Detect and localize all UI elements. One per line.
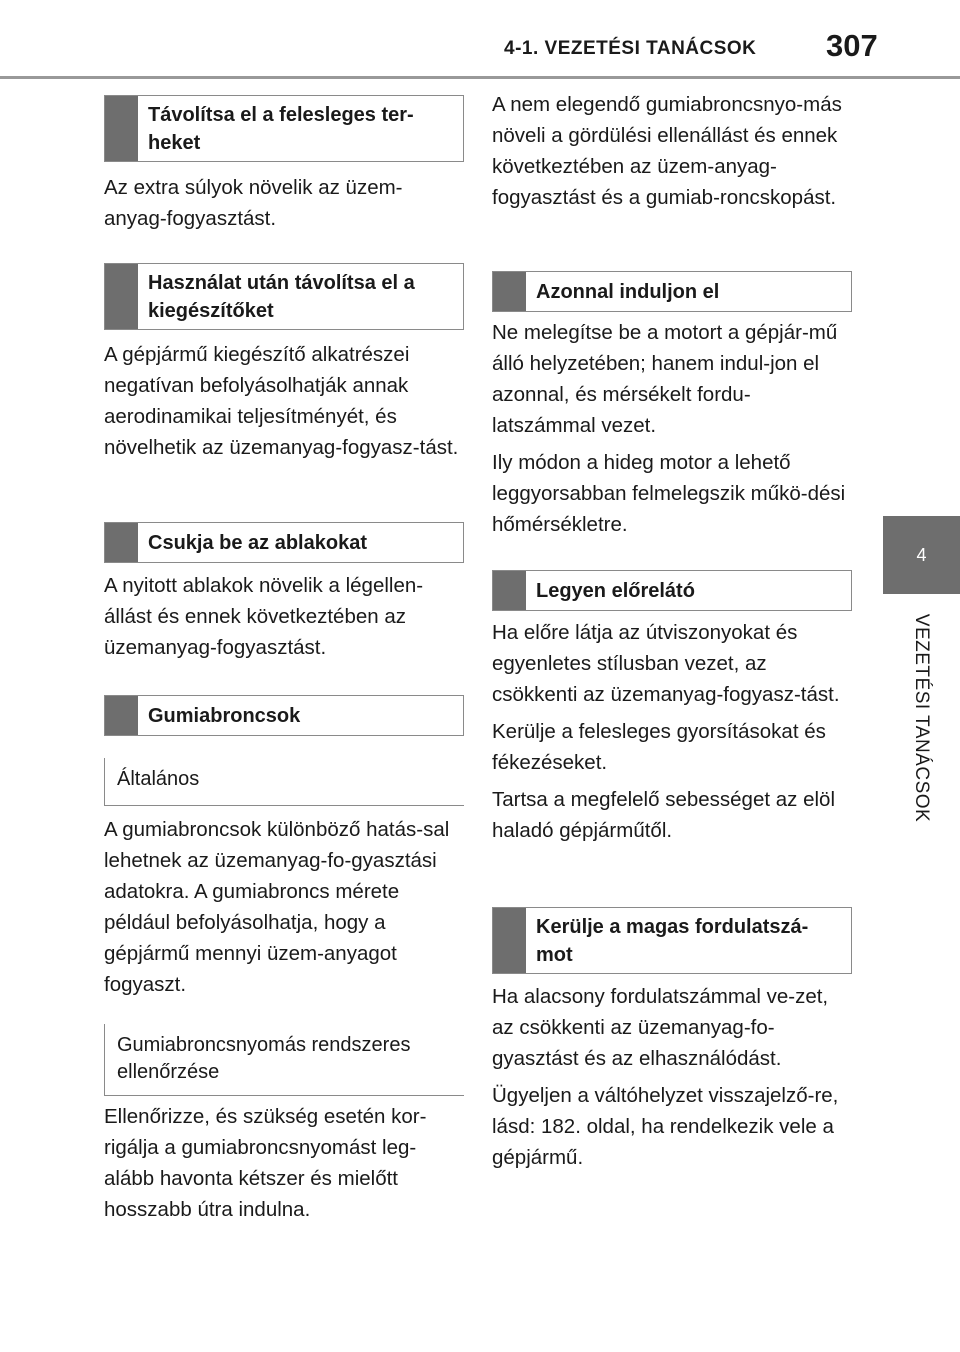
paragraph: A nyitott ablakok növelik a légellen-állást és ennek következtében az üzemanyag-fogyasztást.	[104, 574, 424, 659]
section-heading	[104, 695, 464, 736]
sub-heading	[104, 1024, 464, 1096]
chapter-label: VEZETÉSI TANÁCSOK	[911, 613, 932, 823]
paragraph: Ha előre látja az útviszonyokat és egyenletes stílusban vezet, az csökkenti az üzemanyag-fogyasz-tást.	[492, 621, 840, 706]
section-heading	[104, 522, 464, 563]
header-rule	[0, 76, 960, 79]
section-heading	[492, 271, 852, 312]
section-heading-text: Legyen előrelátó	[536, 579, 695, 602]
section-heading	[104, 263, 464, 330]
sub-heading-text: Gumiabroncsnyomás rendszeres ellenőrzése	[104, 1024, 464, 1096]
paragraph: Ügyeljen a váltóhelyzet visszajelző-re, lásd: 182. oldal, ha rendelkezik vele a gépjármű.	[492, 1084, 839, 1169]
paragraph: Ellenőrizze, és szükség esetén kor-rigálja a gumiabroncsnyomást leg-alább havonta kétszer és mielőtt hosszabb útra indulna.	[104, 1105, 427, 1221]
section-heading-text: Gumiabroncsok	[148, 704, 301, 727]
paragraph: Tartsa a megfelelő sebességet az elöl haladó gépjárműtől.	[492, 788, 836, 842]
paragraph: A gumiabroncsok különböző hatás-sal lehetnek az üzemanyag-fo-gyasztási adatokra. A gumiabroncs mérete például befolyásolhatja, hogy a gépjármű mennyi üzem-anyagot fogyaszt.	[104, 818, 450, 996]
chapter-tab	[883, 516, 960, 594]
section-heading-text: Csukja be az ablakokat	[148, 531, 367, 554]
page-number: 307	[826, 28, 878, 63]
section-heading-text: Távolítsa el a felesleges ter-heket	[148, 103, 414, 154]
section-heading-text: Azonnal induljon el	[536, 280, 720, 303]
chapter-number: 4	[916, 544, 927, 565]
paragraph: A gépjármű kiegészítő alkatrészei negatívan befolyásolhatják annak aerodinamikai teljesítményét, és növelhetik az üzemanyag-fogyasz-tást.	[104, 343, 459, 459]
running-header: 4-1. VEZETÉSI TANÁCSOK	[504, 38, 757, 59]
section-heading	[492, 570, 852, 611]
paragraph: Ne melegítse be a motort a gépjár-mű álló helyzetében; hanem indul-jon el azonnal, és mérsékelt fordu-latszámmal vezet.	[492, 321, 838, 437]
paragraph: Kerülje a felesleges gyorsításokat és fékezéseket.	[492, 720, 826, 774]
section-heading	[492, 907, 852, 974]
sub-heading	[104, 758, 464, 806]
section-heading	[104, 95, 464, 162]
section-heading-text: Használat után távolítsa el a kiegészítőket	[148, 271, 415, 322]
paragraph: Ha alacsony fordulatszámmal ve-zet, az csökkenti az üzemanyag-fo-gyasztást és az elhasználódást.	[492, 985, 829, 1070]
paragraph: A nem elegendő gumiabroncsnyo-más növeli a gördülési ellenállást és ennek következtében az üzem-anyag-fogyasztást és a gumiab-roncskopást.	[492, 93, 842, 209]
sub-heading-text: Általános	[104, 758, 464, 806]
paragraph: Ily módon a hideg motor a lehető leggyorsabban felmelegszik műkö-dési hőmérsékletre.	[492, 451, 846, 536]
section-heading-text: Kerülje a magas fordulatszá-mot	[536, 915, 809, 966]
paragraph: Az extra súlyok növelik az üzem-anyag-fogyasztást.	[104, 176, 403, 230]
